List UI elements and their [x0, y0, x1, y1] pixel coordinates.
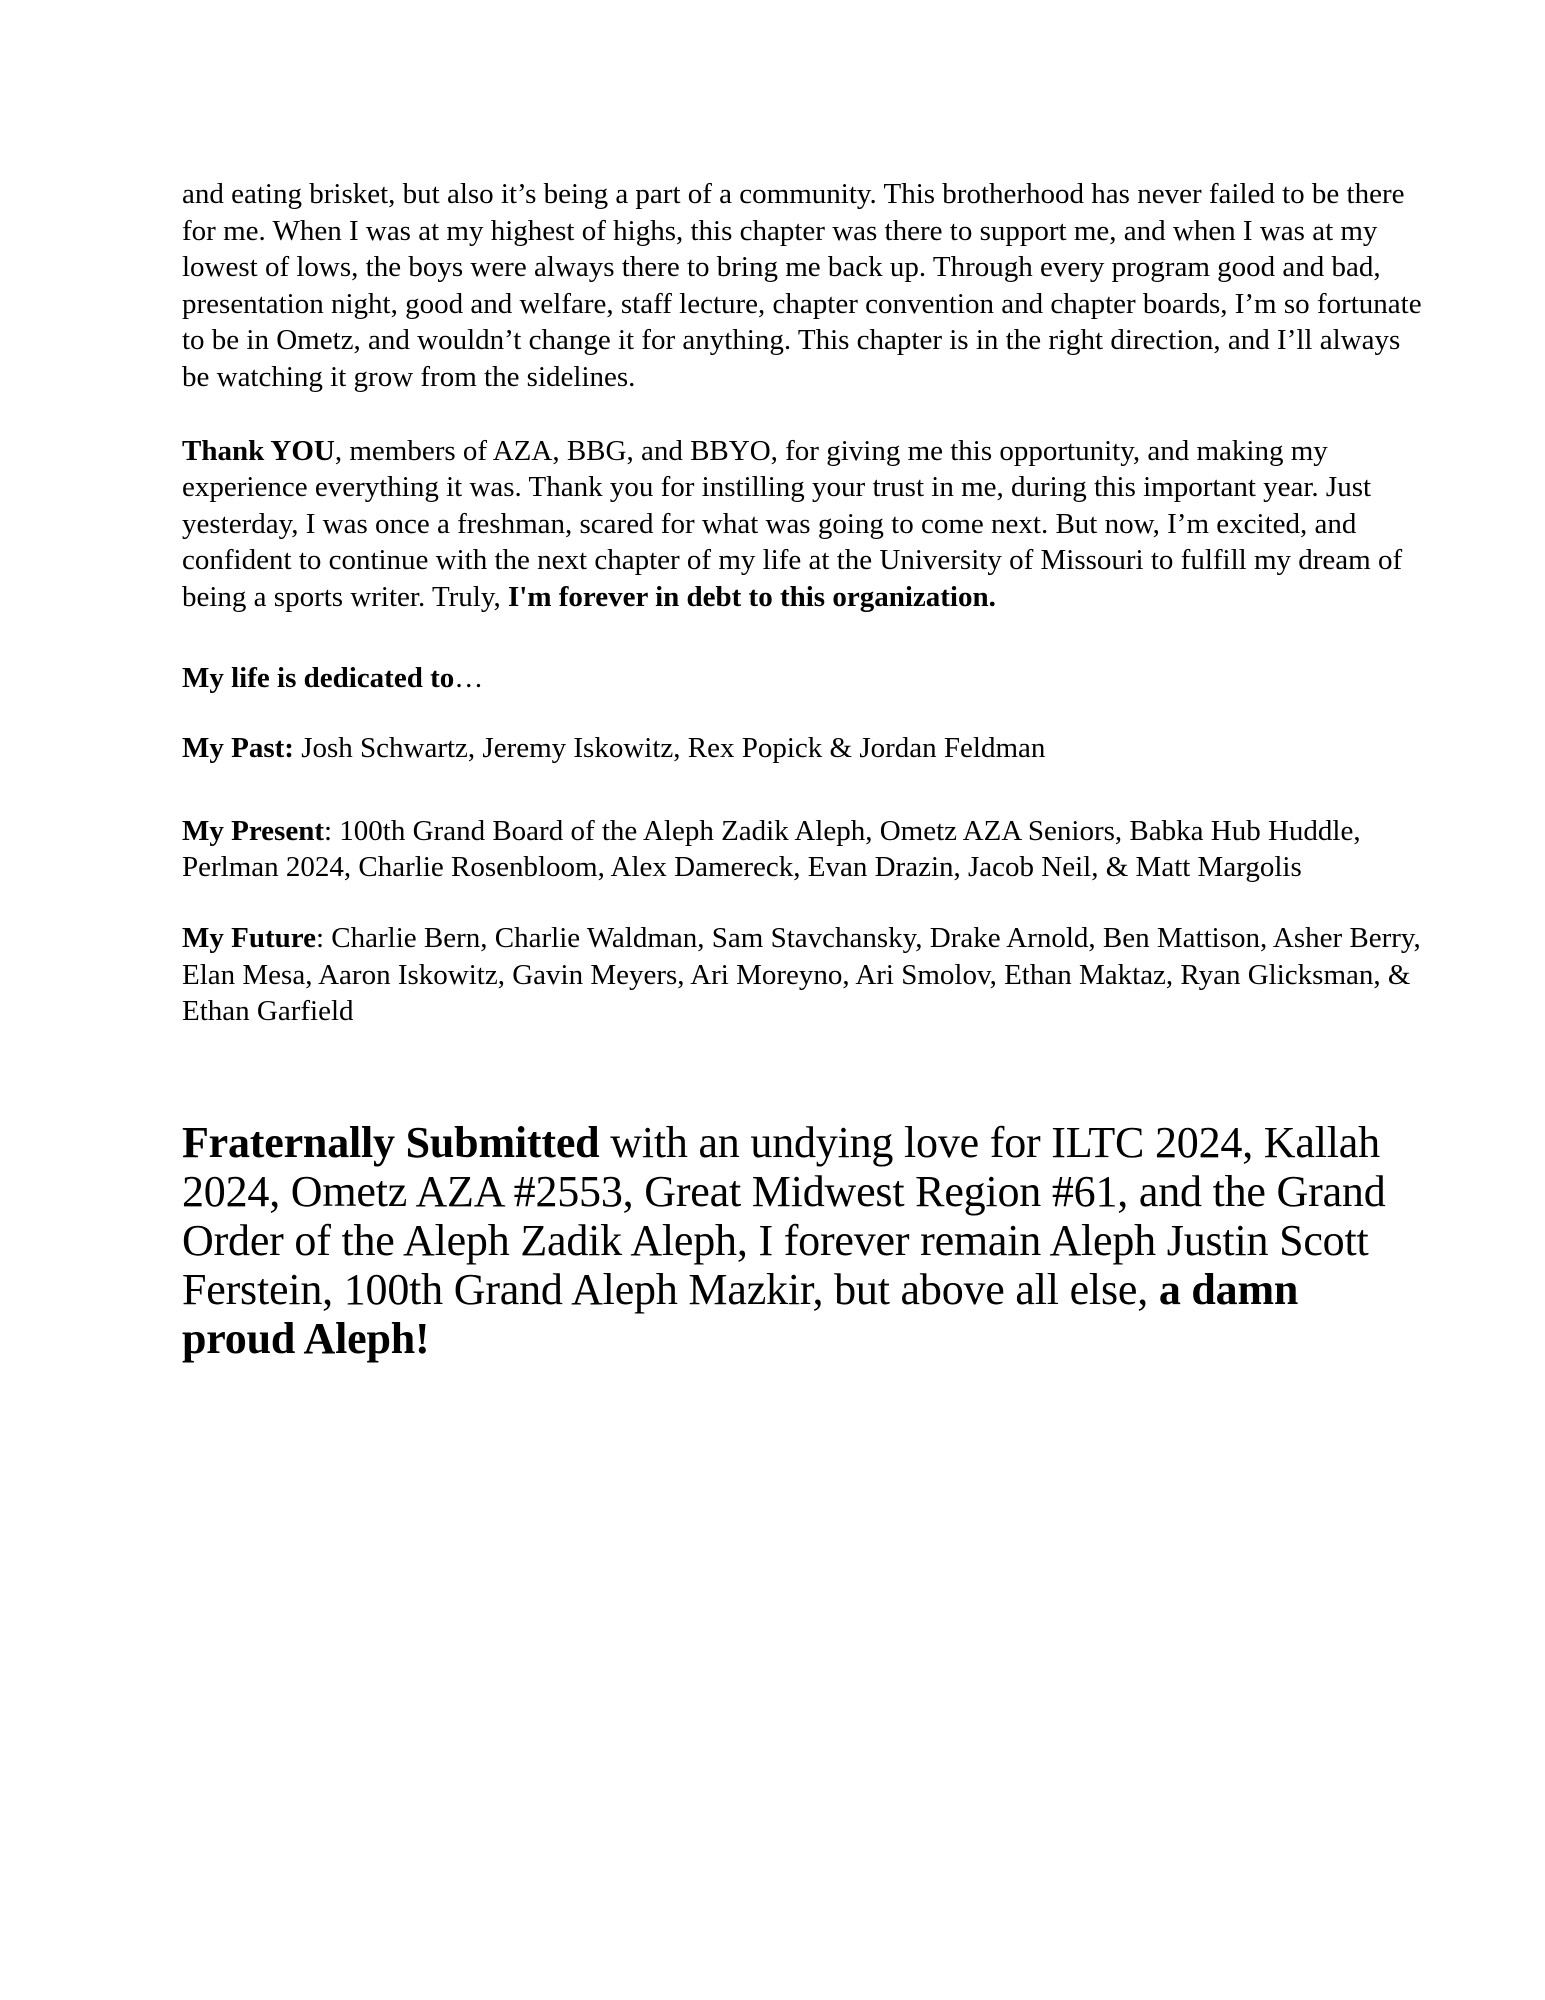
paragraph-closing: [182, 1118, 1422, 1363]
document-body: [182, 176, 1422, 1363]
paragraph-thank-you: [182, 433, 1422, 616]
heading-dedication: [182, 660, 1422, 697]
text-run: I'm forever in debt to this organization.: [507, 580, 996, 613]
text-run: Fraternally Submitted: [182, 1117, 600, 1167]
text-run: Thank YOU: [182, 434, 335, 467]
paragraph-brotherhood: [182, 176, 1422, 396]
text-run: a damn proud Aleph!: [182, 1264, 1299, 1363]
text-run: Josh Schwartz, Jeremy Iskowitz, Rex Popick & Jordan Feldman: [293, 732, 1046, 765]
text-run: with an undying love for ILTC 2024, Kallah 2024, Ometz AZA #2553, Great Midwest Region #61, and the Grand Order of the Aleph Zadik Aleph, I forever remain Aleph Justin Scott Ferstein, 100th Grand Aleph Mazkir, but above all else,: [182, 1117, 1386, 1314]
paragraph-my-past: [182, 730, 1422, 767]
text-run: My Present: [182, 814, 324, 847]
text-run: …: [454, 661, 484, 694]
text-run: : Charlie Bern, Charlie Waldman, Sam Stavchansky, Drake Arnold, Ben Mattison, Asher Berry, Elan Mesa, Aaron Iskowitz, Gavin Meyers, Ari Moreyno, Ari Smolov, Ethan Maktaz, Ryan Glicksman, & Ethan Garfield: [182, 921, 1421, 1028]
text-run: My Future: [182, 921, 316, 954]
text-run: My life is dedicated to: [182, 661, 455, 694]
text-run: : 100th Grand Board of the Aleph Zadik Aleph, Ometz AZA Seniors, Babka Hub Huddle, Perlman 2024, Charlie Rosenbloom, Alex Damereck, Evan Drazin, Jacob Neil, & Matt Margolis: [182, 814, 1361, 884]
text-run: and eating brisket, but also it’s being a part of a community. This brotherhood has never failed to be there for me. When I was at my highest of highs, this chapter was there to support me, and when I was at my lowest of lows, the boys were always there to bring me back up. Through every program good and bad, presentation night, good and welfare, staff lecture, chapter convention and chapter boards, I’m so fortunate to be in Ometz, and wouldn’t change it for anything. This chapter is in the right direction, and I’ll always be watching it grow from the sidelines.: [182, 178, 1422, 393]
paragraph-my-present: [182, 813, 1422, 886]
text-run: My Past:: [182, 732, 294, 765]
paragraph-my-future: [182, 920, 1422, 1030]
text-run: , members of AZA, BBG, and BBYO, for giving me this opportunity, and making my experience everything it was. Thank you for instilling your trust in me, during this important year. Just yesterday, I was once a freshman, scared for what was going to come next. But now, I’m excited, and confident to continue with the next chapter of my life at the University of Missouri to fulfill my dream of being a sports writer. Truly,: [182, 434, 1403, 613]
